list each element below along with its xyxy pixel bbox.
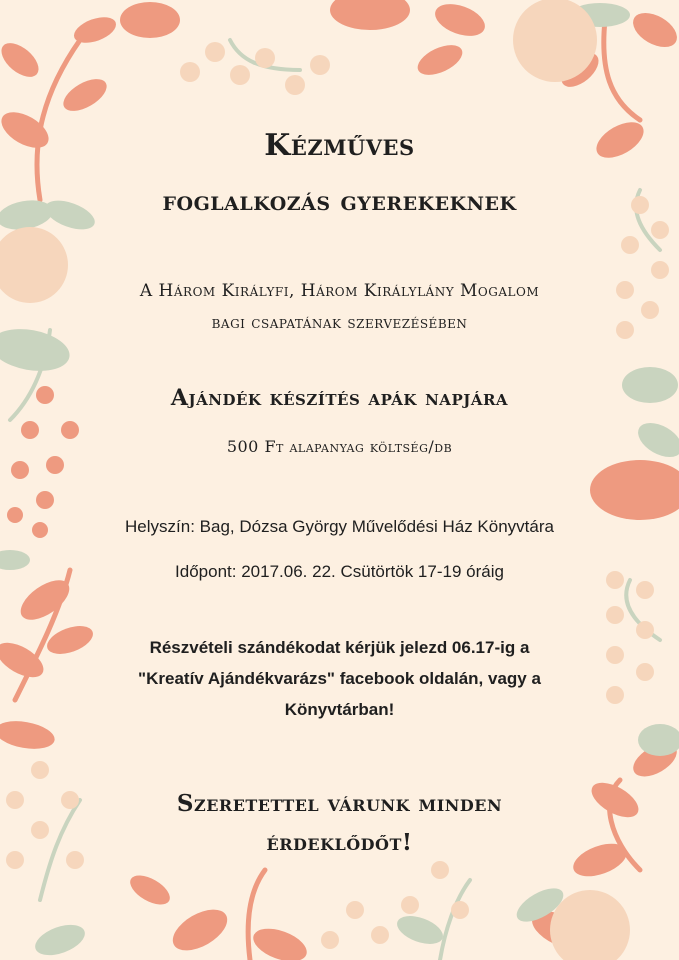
welcome-line-2: érdeklődőt! <box>266 829 413 856</box>
organizer-line-1: A Három Királyfi, Három Királylány Mogalom <box>139 281 540 301</box>
note-line-1: Részvételi szándékodat kérjük jelezd 06.17-ig a <box>149 638 530 657</box>
location-line: Helyszín: Bag, Dózsa György Művelődési Ház Könyvtára <box>125 517 554 536</box>
welcome-line-1: Szeretettel várunk minden <box>176 790 503 817</box>
note-line-3: Könyvtárban! <box>284 700 395 719</box>
event-heading: Ajándék készítés apák napjára <box>170 385 509 411</box>
time-line: Időpont: 2017.06. 22. Csütörtök 17-19 óráig <box>175 562 504 581</box>
title-line-1: Kézműves <box>264 128 415 163</box>
organizer-line-2: bagi csapatának szervezésében <box>211 313 468 333</box>
price-line: 500 Ft alapanyag költség/db <box>226 437 453 456</box>
title-line-2: foglalkozás gyerekeknek <box>162 186 517 217</box>
note-line-2: "Kreatív Ajándékvarázs" facebook oldalán, vagy a <box>138 669 541 688</box>
